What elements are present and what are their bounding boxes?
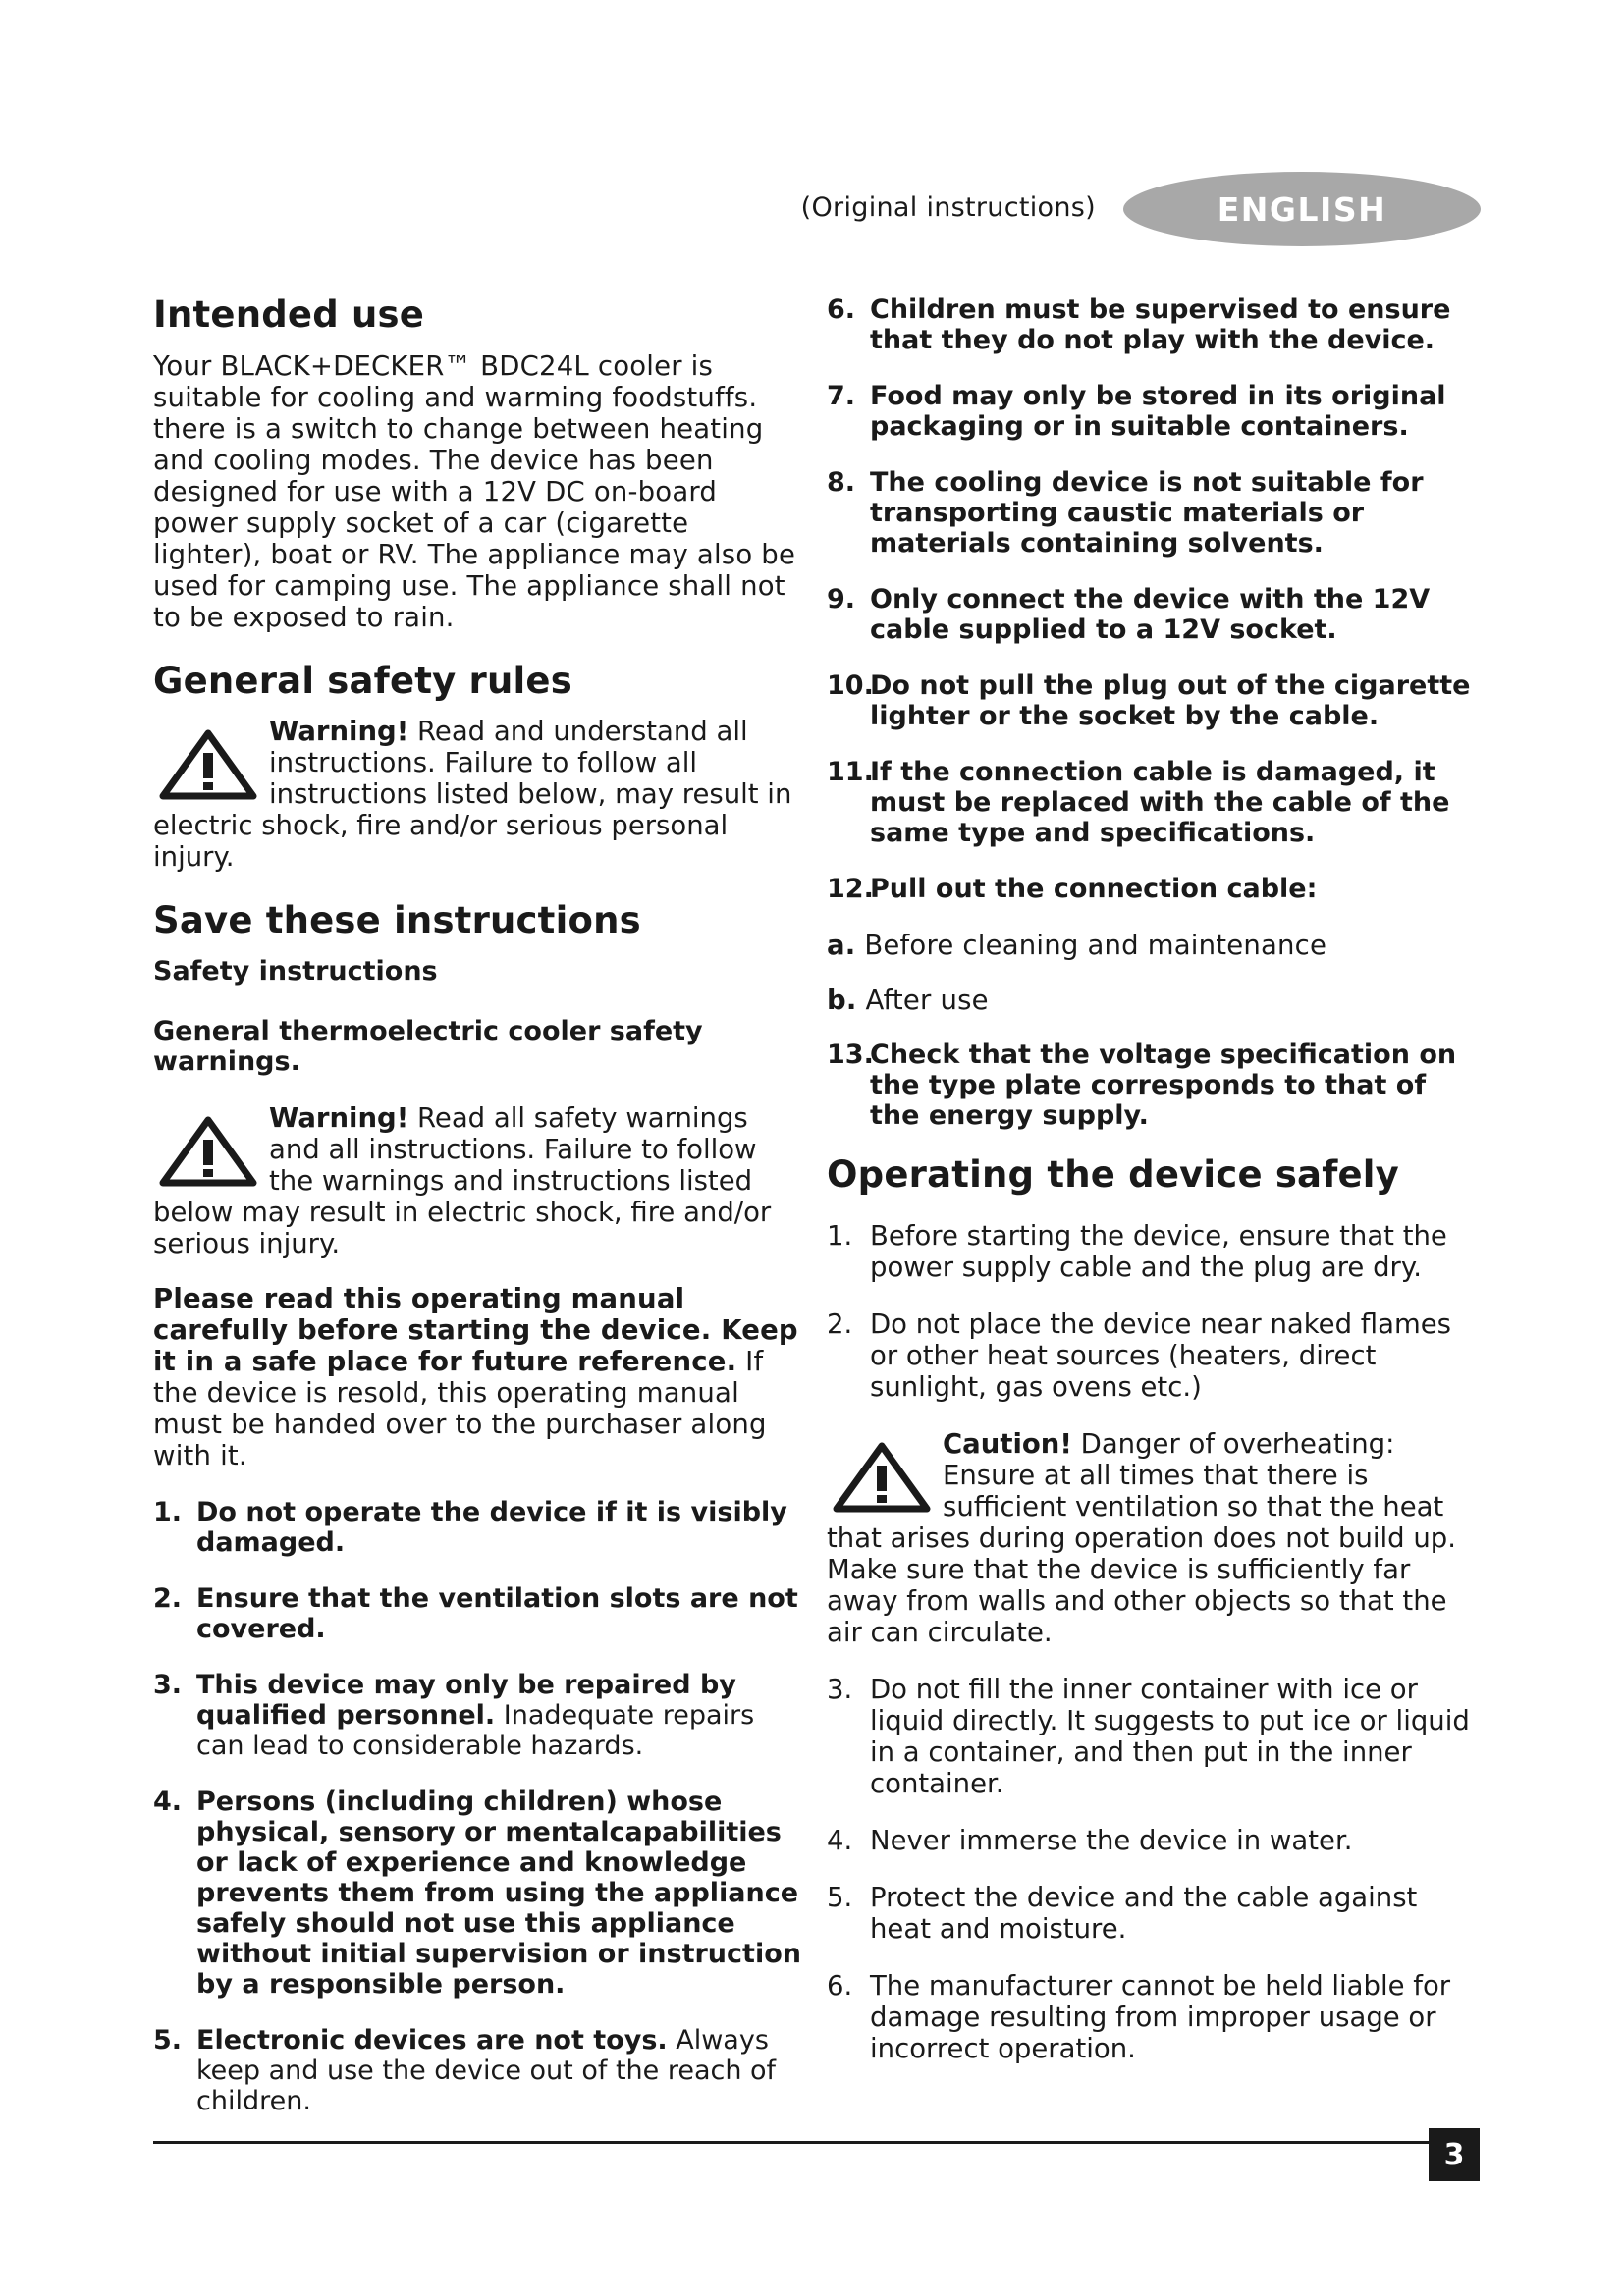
warning-2-lead: Warning! xyxy=(269,1101,409,1134)
warning-block-1 xyxy=(153,716,801,873)
list-item: 2. Do not place the device near naked flames or other heat sources (heaters, direct sunlight, gas ovens etc.) xyxy=(827,1308,1451,1403)
intended-use-text: Your BLACK+DECKER™ BDC24L cooler is suitable for cooling and warming foodstuffs. there is a switch to change between heating and cooling modes. The device has been designed for use with a 12V DC on-board power supply socket of a car (cigarette lighter), boat or RV. The appliance may also be used for camping use. The appliance shall not to be exposed to rain. xyxy=(153,349,796,633)
general-safety-heading: General safety rules xyxy=(153,659,572,702)
intended-use-heading: Intended use xyxy=(153,294,425,336)
right-numbered-list xyxy=(827,294,1481,904)
list-item: 10. Do not pull the plug out of the cigarette lighter or the socket by the cable. xyxy=(827,670,1471,731)
list-item: 6. Children must be supervised to ensure that they do not play with the device. xyxy=(827,294,1451,355)
left-column xyxy=(153,294,801,2116)
operating-list-a xyxy=(827,1220,1481,1403)
list-item: 5. Electronic devices are not toys. Always keep and use the device out of the reach of children. xyxy=(153,2024,777,2116)
warning-triangle-icon xyxy=(159,729,257,800)
manual-notice xyxy=(153,1283,801,1471)
sub-item-a: a. Before cleaning and maintenance xyxy=(827,930,1327,961)
caution-text: Danger of overheating: Ensure at all times that there is sufficient ventilation so that the heat that arises during operation does not build up. Make sure that the device is sufficiently far away from walls and other objects so that the air can circulate. xyxy=(827,1427,1456,1648)
save-instructions-heading: Save these instructions xyxy=(153,899,641,942)
manual-notice-bold: Please read this operating manual carefully before starting the device. Keep it in a safe place for future reference. xyxy=(153,1282,798,1377)
warning-2-text: Read all safety warnings and all instructions. Failure to follow the warnings and instructions listed below may result in electric shock, fire and/or serious injury. xyxy=(153,1101,772,1259)
list-item: 12. Pull out the connection cable: xyxy=(827,874,1318,904)
sub-item-b: b. After use xyxy=(827,985,989,1016)
list-item: 1. Before starting the device, ensure that the power supply cable and the plug are dry. xyxy=(827,1219,1447,1283)
language-badge: ENGLISH xyxy=(1123,172,1481,246)
list-item: 9. Only connect the device with the 12V cable supplied to a 12V socket. xyxy=(827,584,1431,645)
list-item: 8. The cooling device is not suitable for transporting caustic materials or materials containing solvents. xyxy=(827,467,1424,559)
warning-block-2 xyxy=(153,1102,801,1259)
left-numbered-list xyxy=(153,1497,801,2116)
safety-instructions-subheading: Safety instructions xyxy=(153,955,438,987)
operating-safely-heading: Operating the device safely xyxy=(827,1153,1400,1196)
caution-triangle-icon xyxy=(833,1442,931,1513)
footer-rule xyxy=(153,2141,1430,2144)
warning-1-lead: Warning! xyxy=(269,716,409,748)
list-item: 4. Never immerse the device in water. xyxy=(827,1824,1353,1856)
page-number: 3 xyxy=(1429,2128,1480,2181)
list-item: 4. Persons (including children) whose physical, sensory or mentalcapabilities or lack of experience and knowledge prevents them from using the appliance safely should not use this appliance without initial supervision or instruction by a responsible person. xyxy=(153,1786,801,2000)
list-item: 13. Check that the voltage specification on the type plate corresponds to that of the energy supply. xyxy=(827,1040,1457,1131)
right-column xyxy=(827,294,1481,2064)
caution-block xyxy=(827,1428,1481,1648)
thermoelectric-subheading: General thermoelectric cooler safety warnings. xyxy=(153,1015,703,1077)
list-item: 7. Food may only be stored in its original packaging or in suitable containers. xyxy=(827,381,1446,442)
list-item: 2. Ensure that the ventilation slots are not covered. xyxy=(153,1582,798,1644)
list-item: 3. Do not fill the inner container with ice or liquid directly. It suggests to put ice or liquid in a container, and then put in the inner container. xyxy=(827,1673,1470,1799)
list-item: 1. Do not operate the device if it is visibly damaged. xyxy=(153,1496,787,1558)
warning-triangle-icon xyxy=(159,1116,257,1187)
item-13 xyxy=(827,1040,1481,1131)
list-item: 5. Protect the device and the cable against heat and moisture. xyxy=(827,1881,1418,1945)
manual-notice-plain: If the device is resold, this operating manual must be handed over to the purchaser along with it. xyxy=(153,1345,767,1471)
caution-lead: Caution! xyxy=(943,1427,1072,1460)
original-instructions-label: (Original instructions) xyxy=(800,192,1096,223)
operating-list-b xyxy=(827,1674,1481,2064)
warning-1-text: Read and understand all instructions. Failure to follow all instructions listed below, may result in electric shock, fire and/or serious personal injury. xyxy=(153,716,792,874)
list-item: 3. This device may only be repaired by qualified personnel. Inadequate repairs can lead to considerable hazards. xyxy=(153,1669,755,1761)
list-item: 6. The manufacturer cannot be held liable for damage resulting from improper usage or incorrect operation. xyxy=(827,1969,1451,2064)
list-item: 11. If the connection cable is damaged, it must be replaced with the cable of the same type and specifications. xyxy=(827,757,1450,848)
